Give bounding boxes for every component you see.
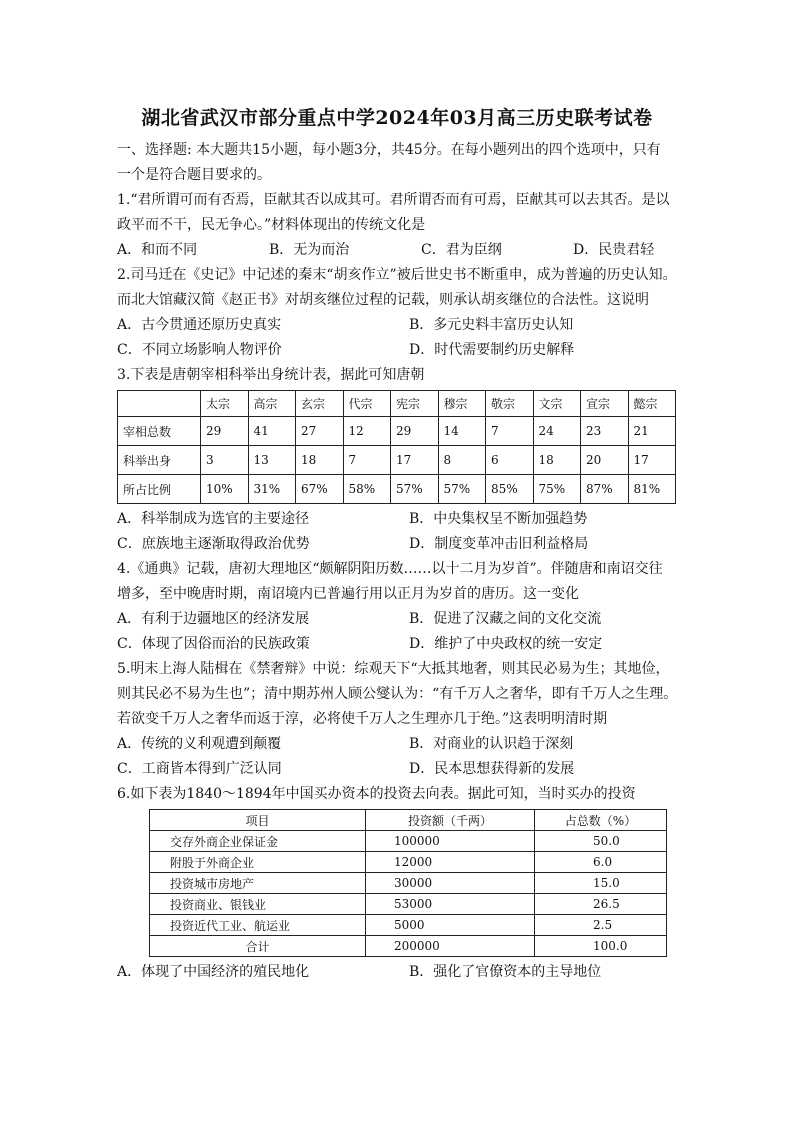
option-d[interactable]: D．维护了中央政权的统一安定 [409,636,603,652]
options [117,507,677,532]
table-cell: 穆宗 [438,391,486,417]
table-cell: 占总数（%） [535,810,667,831]
table-cell: 玄宗 [296,391,344,417]
table-cell: 50.0 [535,831,667,852]
table-row [118,417,676,446]
table-cell: 29 [391,417,439,446]
options [117,238,677,263]
table-cell: 14 [438,417,486,446]
table-cell: 投资额（千两） [366,810,535,831]
table-cell: 懿宗 [628,391,676,417]
table-cell: 58% [343,475,391,504]
option-c[interactable]: C．工商皆本得到广泛认同 [117,761,282,777]
options [117,338,677,363]
question-stem: 则其民必不易为生也”；清中期苏州人顾公燮认为：“有千万人之奢华，即有千万人之生理。 [117,686,677,702]
table-cell: 26.5 [535,894,667,915]
question-3 [117,363,677,557]
table-cell: 24 [533,417,581,446]
table-row [150,894,667,915]
question-stem: 4.《通典》记载，唐初大理地区“颇解阴阳历数……以十二月为岁首”。伴随唐和南诏交往 [117,561,663,577]
table-cell: 太宗 [201,391,249,417]
table-cell: 敬宗 [486,391,534,417]
table-cell: 投资近代工业、航运业 [150,915,366,936]
question-stem: 1.“君所谓可而有否焉，臣献其否以成其可。君所谓否而有可焉，臣献其可以去其否。是以 [117,192,670,208]
table-cell: 5000 [366,915,535,936]
question-stem: 3.下表是唐朝宰相科举出身统计表，据此可知唐朝 [117,367,425,383]
table-row [150,852,667,873]
table-row [118,446,676,475]
option-d[interactable]: D．民本思想获得新的发展 [409,761,575,777]
question-4 [117,557,677,657]
table-cell: 12 [343,417,391,446]
table-cell: 57% [438,475,486,504]
options [117,632,677,657]
option-b[interactable]: B．强化了官僚资本的主导地位 [409,964,602,980]
table-cell: 17 [628,446,676,475]
table-cell: 31% [248,475,296,504]
table-cell: 23 [581,417,629,446]
table-row [118,475,676,504]
table-cell: 宪宗 [391,391,439,417]
question-1 [117,188,677,263]
table-cell: 85% [486,475,534,504]
option-b[interactable]: B．促进了汉藏之间的文化交流 [409,611,602,627]
table-cell: 75% [533,475,581,504]
option-c[interactable]: C．君为臣纲 [421,242,502,258]
table-cell: 29 [201,417,249,446]
table-cell: 53000 [366,894,535,915]
question-6 [117,782,677,985]
option-b[interactable]: B．多元史料丰富历史认知 [409,317,574,333]
table-cell: 18 [296,446,344,475]
option-d[interactable]: D．民贵君轻 [573,242,655,258]
question-stem: 6.如下表为1840～1894年中国买办资本的投资去向表。据此可知，当时买办的投资 [117,786,636,802]
table-row [150,831,667,852]
table-cell: 附股于外商企业 [150,852,366,873]
table-cell: 12000 [366,852,535,873]
option-c[interactable]: C．庶族地主逐渐取得政治优势 [117,536,310,552]
table-cell: 高宗 [248,391,296,417]
table-cell: 15.0 [535,873,667,894]
table-cell: 文宗 [533,391,581,417]
options [117,313,677,338]
question-stem: 增多，至中晚唐时期，南诏境内已普遍行用以正月为岁首的唐历。这一变化 [117,586,579,602]
table-cell: 21 [628,417,676,446]
option-b[interactable]: B．中央集权呈不断加强趋势 [409,511,588,527]
table-cell: 项目 [150,810,366,831]
question-5 [117,657,677,782]
option-b[interactable]: B．对商业的认识趋于深刻 [409,736,574,752]
table-cell: 投资商业、银钱业 [150,894,366,915]
exam-content [117,138,677,985]
table-row [150,873,667,894]
chancellor-table [117,390,676,504]
table-cell: 8 [438,446,486,475]
table-cell: 所占比例 [118,475,201,504]
table-row [118,391,676,417]
question-stem: 而北大馆藏汉简《赵正书》对胡亥继位过程的记载，则承认胡亥继位的合法性。这说明 [117,292,649,308]
table-row [150,915,667,936]
table-cell: 87% [581,475,629,504]
table-cell: 交存外商企业保证金 [150,831,366,852]
table-cell: 100.0 [535,936,667,957]
table-cell: 20 [581,446,629,475]
table-cell: 18 [533,446,581,475]
options [117,607,677,632]
option-b[interactable]: B．无为而治 [269,242,350,258]
table-cell: 6 [486,446,534,475]
table-cell: 7 [486,417,534,446]
table-cell: 7 [343,446,391,475]
table-cell: 17 [391,446,439,475]
section-heading-cont: 一个是符合题目要求的。 [117,167,271,183]
option-a[interactable]: A．科举制成为选官的主要途径 [117,511,310,527]
table-cell: 10% [201,475,249,504]
table-cell: 67% [296,475,344,504]
table-cell: 100000 [366,831,535,852]
option-a[interactable]: A．和而不同 [117,242,198,258]
question-stem: 若欲变千万人之奢华而返于淳，必将使千万人之生理亦几于绝。”这表明明清时期 [117,711,608,727]
table-cell: 6.0 [535,852,667,873]
options [117,960,677,985]
question-stem: 政平而不干，民无争心。”材料体现出的传统文化是 [117,217,426,233]
table-cell: 81% [628,475,676,504]
option-d[interactable]: D．制度变革冲击旧利益格局 [409,536,589,552]
option-d[interactable]: D．时代需要制约历史解释 [409,342,575,358]
table-cell: 宰相总数 [118,417,201,446]
table-cell: 合计 [150,936,366,957]
table-cell: 2.5 [535,915,667,936]
table-row [150,936,667,957]
table-row [150,810,667,831]
table-cell: 科举出身 [118,446,201,475]
table-cell: 30000 [366,873,535,894]
table-cell: 41 [248,417,296,446]
options [117,732,677,757]
option-a[interactable]: A．传统的义利观遭到颠覆 [117,736,282,752]
section-heading: 一、选择题: 本大题共15小题，每小题3分，共45分。在每小题列出的四个选项中，只有 [117,142,661,158]
option-a[interactable]: A．古今贯通还原历史真实 [117,317,282,333]
question-stem: 5.明末上海人陆楫在《禁奢辩》中说：综观天下“大抵其地奢，则其民必易为生；其地俭， [117,661,670,677]
table-cell: 3 [201,446,249,475]
option-a[interactable]: A．有利于边疆地区的经济发展 [117,611,310,627]
investment-table [149,809,667,957]
exam-title: 湖北省武汉市部分重点中学2024年03月高三历史联考试卷 [141,107,653,129]
table-cell: 57% [391,475,439,504]
option-a[interactable]: A．体现了中国经济的殖民地化 [117,964,310,980]
options [117,532,677,557]
table-cell: 27 [296,417,344,446]
table-cell: 宣宗 [581,391,629,417]
table-cell: 投资城市房地产 [150,873,366,894]
table-cell: 13 [248,446,296,475]
table-cell [118,391,201,417]
option-c[interactable]: C．不同立场影响人物评价 [117,342,282,358]
question-2 [117,263,677,363]
option-c[interactable]: C．体现了因俗而治的民族政策 [117,636,310,652]
table-cell: 200000 [366,936,535,957]
options [117,757,677,782]
question-stem: 2.司马迁在《史记》中记述的秦末“胡亥作立”被后世史书不断重申，成为普遍的历史认知。 [117,267,677,283]
table-cell: 代宗 [343,391,391,417]
